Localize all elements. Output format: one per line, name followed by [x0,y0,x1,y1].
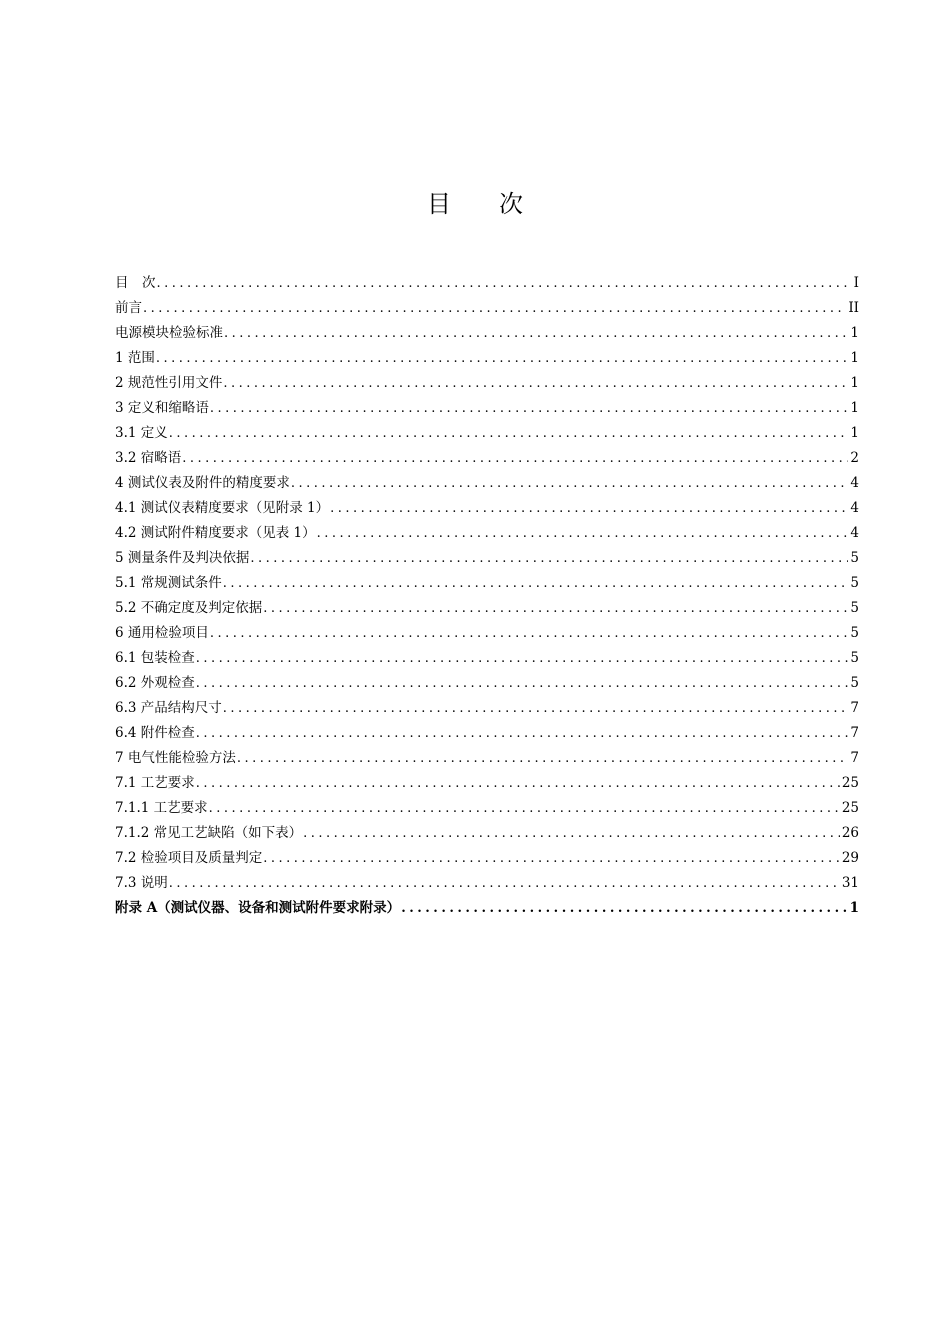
toc-entry-label: 1 范围 [115,350,155,366]
toc-entry[interactable] [115,371,859,396]
toc-entry[interactable] [115,346,859,371]
toc-dot-leader [169,871,840,896]
toc-dot-leader [196,671,849,696]
toc-dot-leader [223,371,848,396]
toc-entry-label: 电源模块检验标准 [115,325,223,341]
toc-entry-page-number: 25 [841,800,859,816]
toc-entry[interactable] [115,671,859,696]
toc-entry[interactable] [115,471,859,496]
toc-entry[interactable] [115,521,859,546]
toc-entry-label: 6.1 包装检查 [115,650,195,666]
toc-entry-label: 5.2 不确定度及判定依据 [115,600,263,616]
toc-entry-label: 附录 A（测试仪器、设备和测试附件要求附录） [115,900,401,916]
toc-entry-page-number: 1 [850,350,859,366]
toc-dot-leader [263,596,848,621]
toc-entry[interactable] [115,271,859,296]
toc-entry-page-number: 1 [850,400,859,416]
toc-entry-label: 3 定义和缩略语 [115,400,209,416]
toc-entry[interactable] [115,571,859,596]
toc-entry-page-number: 29 [841,850,859,866]
toc-entry[interactable] [115,646,859,671]
toc-entry-label: 3.2 宿略语 [115,450,182,466]
toc-entry[interactable] [115,696,859,721]
toc-entry[interactable] [115,496,859,521]
toc-dot-leader [143,296,846,321]
toc-entry-page-number: 7 [850,750,859,766]
toc-entry-page-number: 26 [841,825,859,841]
toc-entry-page-number: 25 [841,775,859,791]
toc-entry[interactable] [115,821,859,846]
toc-dot-leader [291,471,849,496]
toc-entry-label: 6.2 外观检查 [115,675,195,691]
toc-dot-leader [303,821,840,846]
toc-dot-leader [196,646,849,671]
toc-entry[interactable] [115,721,859,746]
toc-entry[interactable] [115,621,859,646]
toc-entry[interactable] [115,396,859,421]
toc-dot-leader [196,771,840,796]
toc-entry-page-number: 31 [841,875,859,891]
toc-entry-page-number: 5 [850,625,859,641]
toc-entry[interactable] [115,846,859,871]
toc-entry-label: 7.1.1 工艺要求 [115,800,208,816]
toc-entry-page-number: 5 [850,575,859,591]
toc-dot-leader [157,271,852,296]
toc-entry-label: 4.2 测试附件精度要求（见表 1） [115,525,316,541]
toc-entry[interactable] [115,546,859,571]
toc-entry-label: 7 电气性能检验方法 [115,750,236,766]
toc-dot-leader [237,746,849,771]
toc-entry-page-number: II [848,300,859,316]
toc-entry[interactable] [115,596,859,621]
toc-dot-leader [317,521,849,546]
toc-dot-leader [263,846,840,871]
toc-entry-page-number: 5 [850,600,859,616]
toc-entry-label: 7.3 说明 [115,875,168,891]
toc-entry-label: 3.1 定义 [115,425,168,441]
toc-entry-page-number: 1 [850,325,859,341]
toc-entry-label: 6 通用检验项目 [115,625,209,641]
toc-entry[interactable] [115,746,859,771]
toc-entry-page-number: 5 [850,650,859,666]
toc-entry-label: 4 测试仪表及附件的精度要求 [115,475,290,491]
toc-entry-page-number: 1 [850,425,859,441]
toc-entry-label: 4.1 测试仪表精度要求（见附录 1） [115,500,330,516]
toc-entry-label: 前言 [115,300,142,316]
toc-entry-page-number: 2 [850,450,859,466]
toc-entry-page-number: 7 [850,700,859,716]
toc-dot-leader [210,621,849,646]
toc-entry-label: 目 次 [115,275,156,291]
toc-dot-leader [209,796,840,821]
toc-entry-label: 5.1 常规测试条件 [115,575,222,591]
toc-dot-leader [196,721,849,746]
toc-entry-label: 7.2 检验项目及质量判定 [115,850,263,866]
toc-dot-leader [182,446,848,471]
toc-dot-leader [156,346,849,371]
toc-entry-label: 6.4 附件检查 [115,725,195,741]
toc-dot-leader [169,421,849,446]
toc-entry[interactable] [115,321,859,346]
toc-entry-page-number: 4 [850,500,859,516]
toc-entry-label: 5 测量条件及判决依据 [115,550,250,566]
toc-entry-page-number: 5 [850,550,859,566]
toc-entry-page-number: 1 [849,900,859,916]
toc-entry[interactable] [115,771,859,796]
toc-dot-leader [210,396,849,421]
table-of-contents [115,271,859,921]
toc-dot-leader [223,696,849,721]
toc-dot-leader [224,321,848,346]
toc-entry-page-number: 7 [850,725,859,741]
toc-entry[interactable] [115,871,859,896]
toc-entry-label: 7.1 工艺要求 [115,775,195,791]
toc-entry-page-number: 5 [850,675,859,691]
toc-dot-leader [330,496,848,521]
toc-dot-leader [250,546,848,571]
toc-entry[interactable] [115,796,859,821]
toc-entry-page-number: I [853,275,859,291]
toc-entry[interactable] [115,296,859,321]
toc-entry-page-number: 4 [850,525,859,541]
toc-dot-leader [401,896,847,921]
toc-entry-page-number: 4 [850,475,859,491]
toc-entry-label: 2 规范性引用文件 [115,375,223,391]
toc-entry-page-number: 1 [850,375,859,391]
toc-entry-label: 6.3 产品结构尺寸 [115,700,222,716]
toc-entry[interactable] [115,421,859,446]
toc-entry[interactable] [115,896,859,921]
page-title: 目 次 [427,190,523,218]
toc-entry-label: 7.1.2 常见工艺缺陷（如下表） [115,825,303,841]
toc-entry[interactable] [115,446,859,471]
toc-dot-leader [223,571,849,596]
